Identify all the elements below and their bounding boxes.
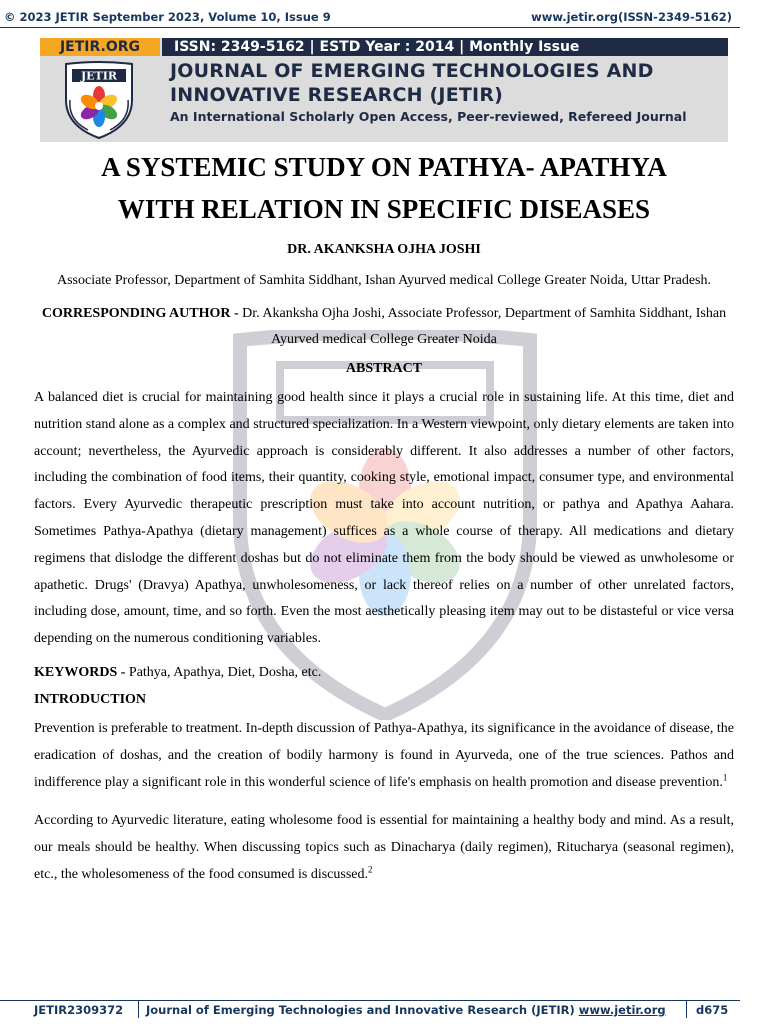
keywords-list: Pathya, Apathya, Diet, Dosha, etc. [125,664,322,680]
author-affiliation: Associate Professor, Department of Samhita Siddhant, Ishan Ayurved medical College Greater Noida, Uttar Pradesh. [56,273,712,288]
org-label: JETIR.ORG [40,38,160,56]
intro-paragraph-1 [34,716,734,796]
header-rule [0,27,740,28]
footer-journal [146,1003,666,1017]
header-issue-info: © 2023 JETIR September 2023, Volume 10, Issue 9 [4,10,331,24]
article-title [34,146,734,230]
title-line-1: A SYSTEMIC STUDY ON PATHYA- APATHYA [101,152,667,182]
footer-rule [0,1000,740,1001]
intro-paragraph-2-text: According to Ayurvedic literature, eating wholesome food is essential for maintaining a healthy body and mind. As a result, our meals should be healthy. When discussing topics such as Dinacharya (daily regimen), Ritucharya (seasonal regimen), etc., the wholesomeness of the food consumed is discussed. [34,813,734,882]
title-line-2: WITH RELATION IN SPECIFIC DISEASES [117,194,651,224]
reference-1[interactable]: 1 [722,771,728,782]
author-name: DR. AKANKSHA OJHA JOSHI [287,242,481,257]
keywords [34,665,734,681]
header-website[interactable]: www.jetir.org(ISSN-2349-5162) [531,10,732,24]
corresponding-author [34,301,734,353]
logo-text: JETIR [80,69,118,83]
jetir-logo-icon [58,60,140,140]
corresponding-label: CORRESPONDING AUTHOR - [41,306,239,321]
abstract-heading: ABSTRACT [345,361,423,376]
article-body [34,146,734,889]
abstract-text: A balanced diet is crucial for maintaining good health since it plays a crucial role in sustaining life. At this time, diet and nutrition stand alone as a complex and structured specialization. In a Western viewpoint, only dietary elements are taken into account; nevertheless, the Ayurvedic approach is considerably different. It also addresses a number of other factors, including the combination of food items, their quantity, cooking style, emotional impact, consumer type, and environmental factors. Every Ayurvedic therapeutic prescription must take into account nutrition, or pathya and Apathya Aahara. Sometimes Pathya-Apathya (dietary management) suffices as a whole course of therapy. All medications and dietary regimens that dislodge the different doshas but do not eliminate them from the body should be viewed as unwholesome or apathetic. Drugs' (Dravya) Apathya, unwholesomeness, or lack thereof relies on a number of other unrelated factors, including dose, amount, time, and so forth. Even the most aesthetically pleasing item may out to be distasteful or vice versa depending on the numerous conditioning variables. [34,390,734,647]
journal-banner [40,38,728,142]
running-header [0,8,768,28]
footer-journal-name: Journal of Emerging Technologies and Innovative Research (JETIR) [146,1003,579,1017]
paper-id: JETIR2309372 [34,1003,124,1017]
introduction-heading: INTRODUCTION [34,691,147,707]
footer-site-link[interactable]: www.jetir.org [578,1003,666,1017]
journal-name-line2: INNOVATIVE RESEARCH (JETIR) [170,84,504,106]
keywords-label: KEYWORDS - [34,664,126,680]
footer-divider [686,1000,687,1018]
page-number: d675 [696,1003,729,1017]
running-footer [0,1003,768,1021]
issn-strip: ISSN: 2349-5162 | ESTD Year : 2014 | Monthly Issue [162,38,728,56]
intro-paragraph-2 [34,808,734,888]
intro-paragraph-1-text: Prevention is preferable to treatment. In-depth discussion of Pathya-Apathya, its significance in the avoidance of disease, the eradication of doshas, and the creation of bodily harmony is found in Ayurveda, one of the true sciences. Pathos and indifference play a significant role in this wonderful science of life's emphasis on health promotion and disease prevention. [34,720,734,790]
corresponding-text: Dr. Akanksha Ojha Joshi, Associate Professor, Department of Samhita Siddhant, Ishan Ayurved medical College Greater Noida [238,306,727,347]
journal-tagline: An International Scholarly Open Access, Peer-reviewed, Refereed Journal [170,109,687,124]
journal-name-line1: JOURNAL OF EMERGING TECHNOLOGIES AND [170,60,654,82]
footer-divider [138,1000,139,1018]
reference-2[interactable]: 2 [368,864,373,875]
